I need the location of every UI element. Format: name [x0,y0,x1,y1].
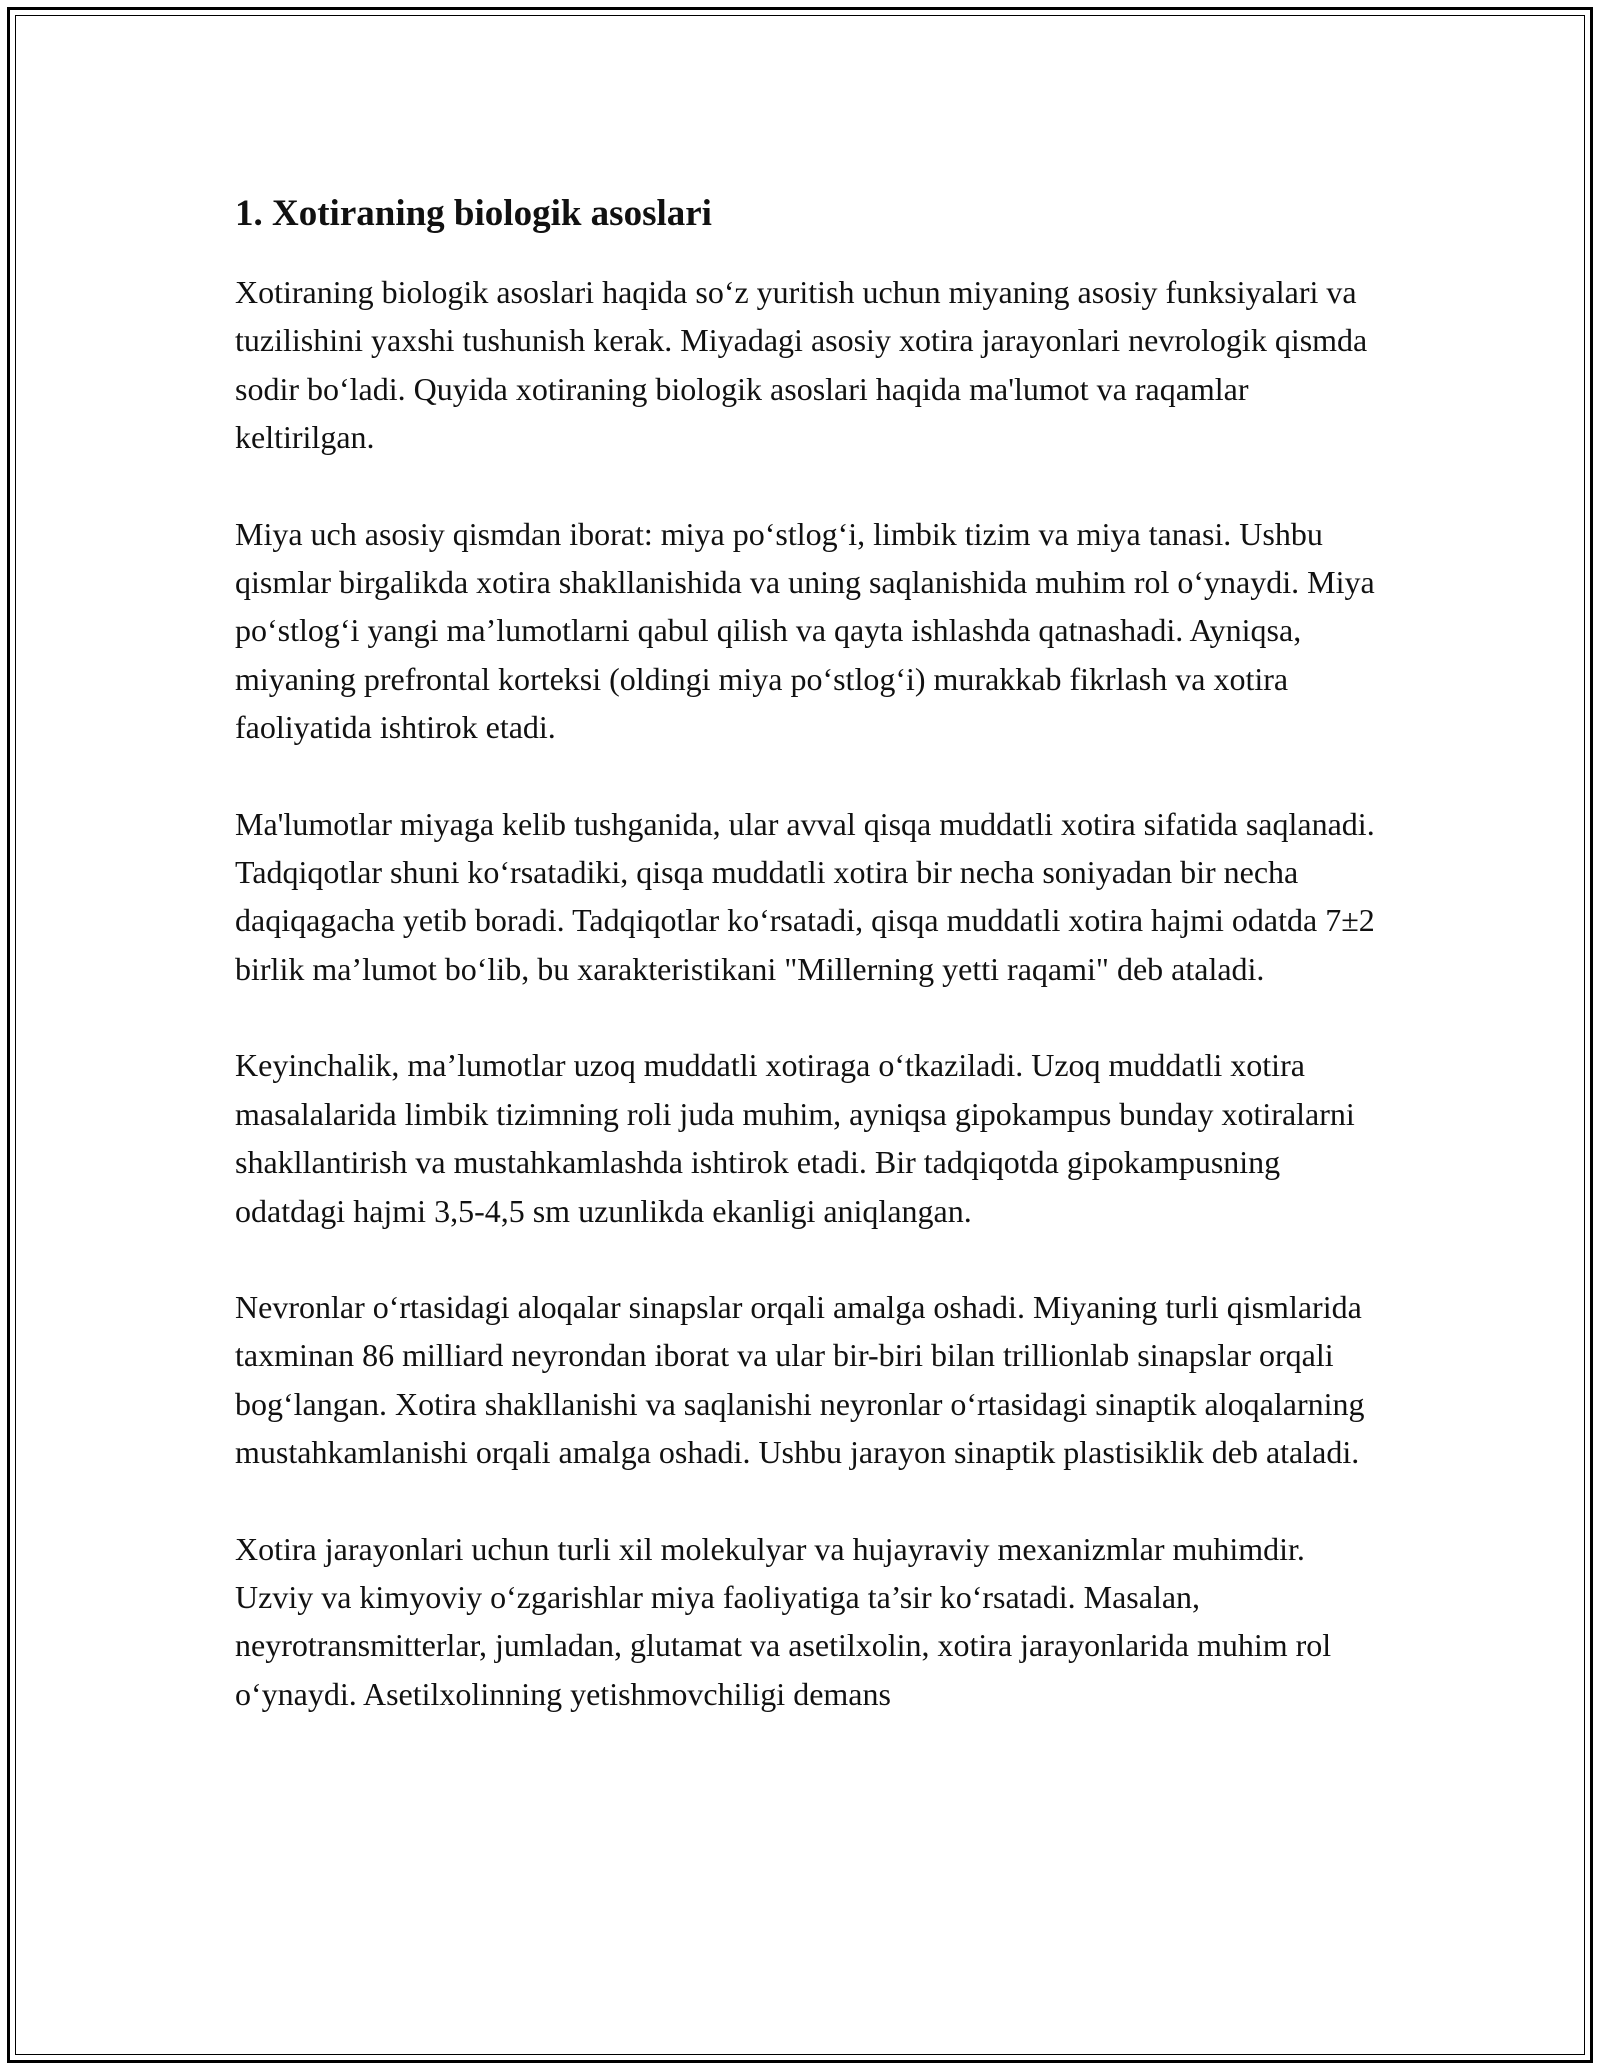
section-heading: 1. Xotiraning biologik asoslari [235,193,712,234]
paragraph-synapses: Nevronlar o‘rtasidagi aloqalar sinapslar orqali amalga oshadi. Miyaning turli qismlarida taxminan 86 milliard neyrondan iborat va ular bir-biri bilan trillionlab sinapslar orqali bog‘langan. Xotira shakllanishi va saqlanishi neyronlar o‘rtasidagi sinaptik aloqalarning mustahkamlanishi orqali amalga oshadi. Ushbu jarayon sinaptik plastisiklik deb ataladi. [235,1288,1365,1471]
paragraph-long-term-memory: Keyinchalik, ma’lumotlar uzoq muddatli xotiraga o‘tkaziladi. Uzoq muddatli xotira masalalarida limbik tizimning roli juda muhim, ayniqsa gipokampus bunday xotiralarni shakllantirish va mustahkamlashda ishtirok etadi. Bir tadqiqotda gipokampusning odatdagi hajmi 3,5-4,5 sm uzunlikda ekanligi aniqlangan. [235,1047,1355,1229]
paragraph-intro: Xotiraning biologik asoslari haqida so‘z yuritish uchun miyaning asosiy funksiyalari va tuzilishini yaxshi tushunish kerak. Miyadagi asosiy xotira jarayonlari nevrologik qismda sodir bo‘ladi. Quyida xotiraning biologik asoslari haqida ma'lumot va raqamlar keltirilgan. [235,274,1368,456]
document-body [235,188,1375,1766]
paragraph-brain-parts: Miya uch asosiy qismdan iborat: miya po‘stlog‘i, limbik tizim va miya tanasi. Ushbu qismlar birgalikda xotira shakllanishida va uning saqlanishida muhim rol o‘ynaydi. Miya po‘stlog‘i yangi ma’lumotlarni qabul qilish va qayta ishlashda qatnashadi. Ayniqsa, miyaning prefrontal korteksi (oldingi miya po‘stlog‘i) murakkab fikrlash va xotira faoliyatida ishtirok etadi. [235,515,1375,746]
paragraph-molecular-mechanisms: Xotira jarayonlari uchun turli xil molekulyar va hujayraviy mexanizmlar muhimdir. Uzviy va kimyoviy o‘zgarishlar miya faoliyatiga ta’sir ko‘rsatadi. Masalan, neyrotransmitterlar, jumladan, glutamat va asetilxolin, xotira jarayonlarida muhim rol o‘ynaydi. Asetilxolinning yetishmovchiligi demans [235,1530,1332,1712]
paragraph-short-term-memory: Ma'lumotlar miyaga kelib tushganida, ular avval qisqa muddatli xotira sifatida saqlanadi. Tadqiqotlar shuni ko‘rsatadiki, qisqa muddatli xotira bir necha soniyadan bir necha daqiqagacha yetib boradi. Tadqiqotlar ko‘rsatadi, qisqa muddatli xotira hajmi odatda 7±2 birlik ma’lumot bo‘lib, bu xarakteristikani "Millerning yetti raqami" deb ataladi. [235,805,1375,987]
